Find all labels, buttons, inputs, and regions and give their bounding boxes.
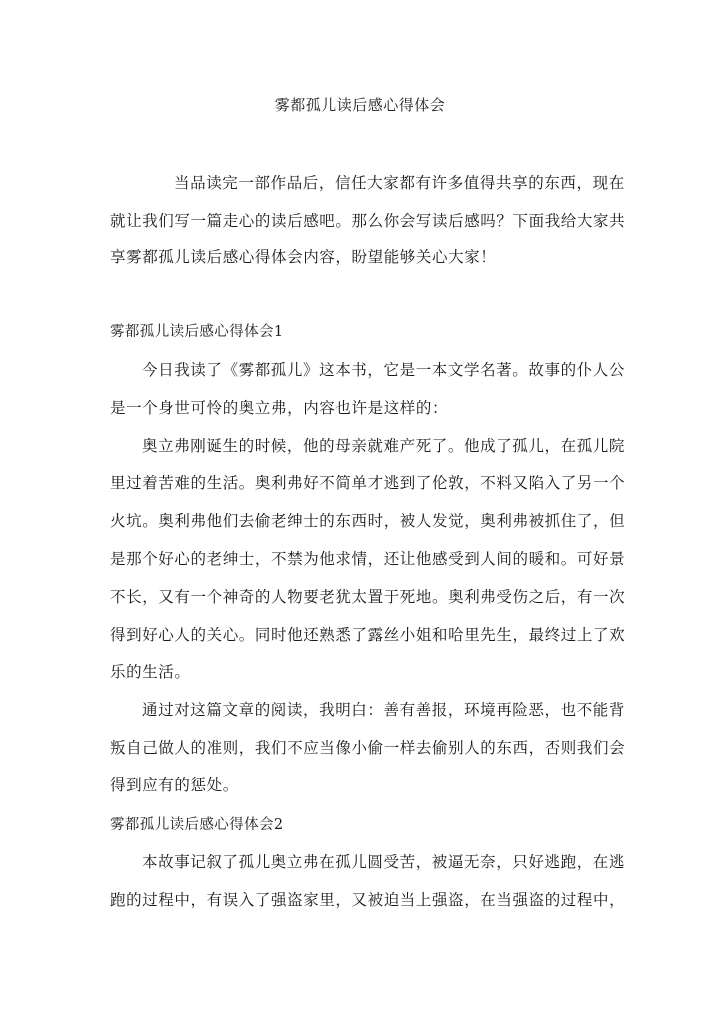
paragraph-line: 得到好心人的关心。同时他还熟悉了露丝小姐和哈里先生，最终过上了欢 xyxy=(110,626,626,644)
paragraph-line: 跑的过程中，有误入了强盗家里，又被迫当上强盗，在当强盗的过程中， xyxy=(110,891,626,909)
paragraph-line: 本故事记叙了孤儿奥立弗在孤儿圆受苦，被逼无奈，只好逃跑，在逃 xyxy=(142,853,626,871)
paragraph-line: 是那个好心的老绅士，不禁为他求情，还让他感受到人间的暖和。可好景 xyxy=(110,550,626,568)
section-heading: 雾都孤儿读后感心得体会1 xyxy=(110,324,284,340)
paragraph-line: 就让我们写一篇走心的读后感吧。那么你会写读后感吗？下面我给大家共 xyxy=(110,212,626,230)
paragraph-line: 乐的生活。 xyxy=(110,663,191,681)
paragraph-line: 叛自己做人的准则，我们不应当像小偷一样去偷别人的东西，否则我们会 xyxy=(110,739,626,757)
paragraph-line: 火坑。奥利弗他们去偷老绅士的东西时，被人发觉，奥利弗被抓住了，但 xyxy=(110,512,626,530)
paragraph-line: 当品读完一部作品后，信任大家都有许多值得共享的东西，现在 xyxy=(174,174,625,192)
paragraph-line: 里过着苦难的生活。奥利弗好不简单才逃到了伦敦，不料又陷入了另一个 xyxy=(110,474,626,492)
paragraph-line: 通过对这篇文章的阅读，我明白：善有善报，环境再险恶，也不能背 xyxy=(142,701,626,719)
paragraph-line: 奥立弗刚诞生的时候，他的母亲就难产死了。他成了孤儿，在孤儿院 xyxy=(142,437,626,455)
paragraph-line: 不长，又有一个神奇的人物要老犹太置于死地。奥利弗受伤之后，有一次 xyxy=(110,588,626,606)
paragraph-line: 得到应有的惩处。 xyxy=(110,776,239,794)
section-heading: 雾都孤儿读后感心得体会2 xyxy=(110,817,284,833)
paragraph-line: 今日我读了《雾都孤儿》这本书，它是一本文学名著。故事的仆人公 xyxy=(142,361,626,379)
paragraph-line: 是一个身世可怜的奥立弗，内容也许是这样的： xyxy=(110,399,449,417)
paragraph-line: 享雾都孤儿读后感心得体会内容，盼望能够关心大家！ xyxy=(110,248,497,266)
document-title: 雾都孤儿读后感心得体会 xyxy=(274,96,446,114)
